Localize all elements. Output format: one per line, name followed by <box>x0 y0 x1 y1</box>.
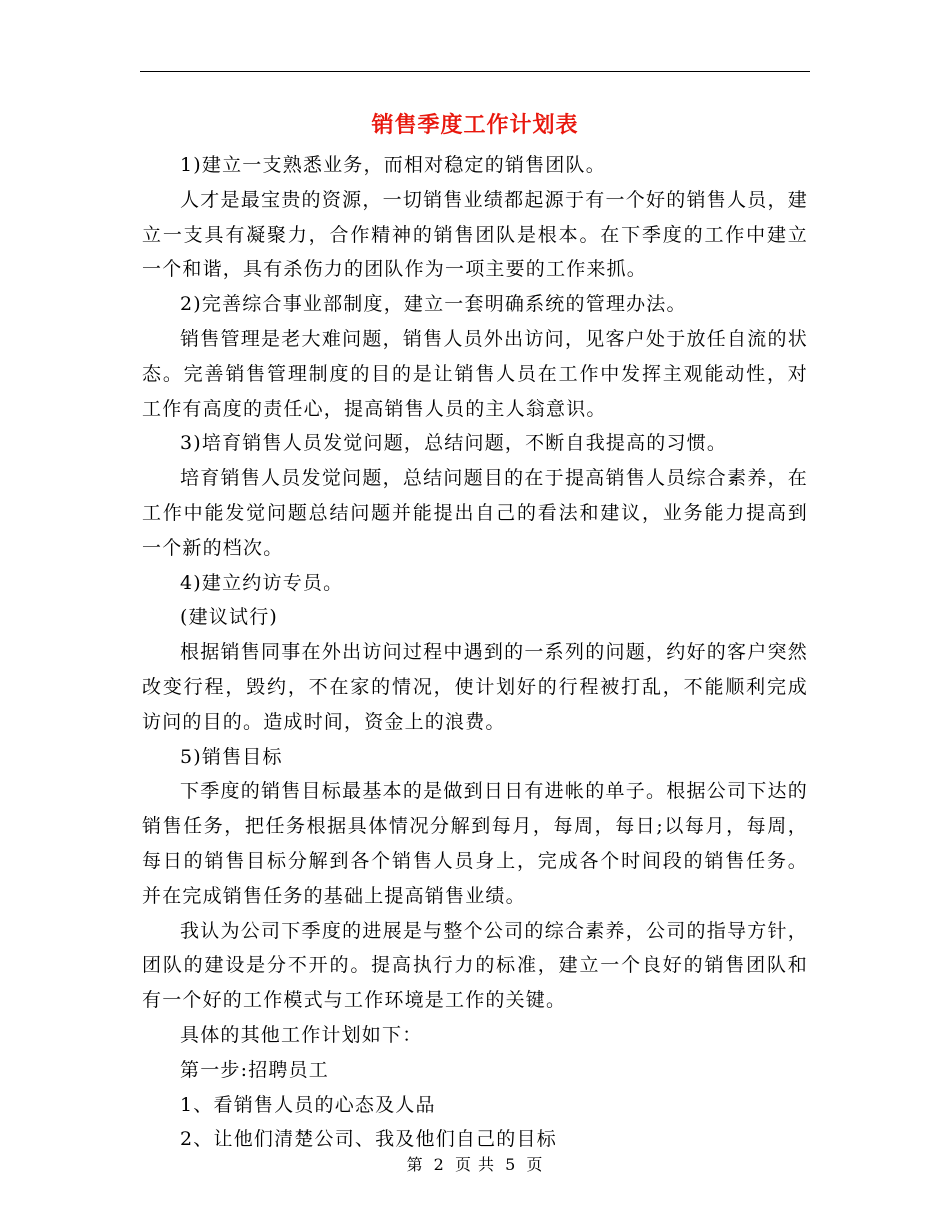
paragraph: 人才是最宝贵的资源，一切销售业绩都起源于有一个好的销售人员，建立一支具有凝聚力，合作精神的销售团队是根本。在下季度的工作中建立一个和谐，具有杀伤力的团队作为一项主要的工作来抓。 <box>142 188 808 281</box>
paragraph: 2)完善综合事业部制度，建立一套明确系统的管理办法。 <box>180 293 687 316</box>
paragraph: 销售管理是老大难问题，销售人员外出访问，见客户处于放任自流的状态。完善销售管理制度的目的是让销售人员在工作中发挥主观能动性，对工作有高度的责任心，提高销售人员的主人翁意识。 <box>142 327 808 420</box>
paragraph: 3)培育销售人员发觉问题，总结问题，不断自我提高的习惯。 <box>180 432 728 455</box>
paragraph: 我认为公司下季度的进展是与整个公司的综合素养，公司的指导方针，团队的建设是分不开的。提高执行力的标准，建立一个良好的销售团队和有一个好的工作模式与工作环境是工作的关键。 <box>142 919 808 1012</box>
current-page-number: 2 <box>433 1155 445 1174</box>
paragraph: 第一步:招聘员工 <box>180 1058 330 1081</box>
paragraph: 1、看销售人员的心态及人品 <box>180 1093 436 1116</box>
paragraph: (建议试行) <box>180 606 279 629</box>
page-label-suffix: 页 <box>526 1155 544 1174</box>
paragraph: 1)建立一支熟悉业务，而相对稳定的销售团队。 <box>180 154 606 176</box>
paragraph: 具体的其他工作计划如下： <box>180 1023 423 1046</box>
paragraph: 根据销售同事在外出访问过程中遇到的一系列的问题，约好的客户突然改变行程，毁约，不在家的情况，使计划好的行程被打乱，不能顺利完成访问的目的。造成时间，资金上的浪费。 <box>142 641 808 733</box>
total-pages-number: 5 <box>505 1155 517 1174</box>
header-rule <box>140 71 810 72</box>
paragraph: 5)销售目标 <box>180 745 283 768</box>
paragraph: 2、让他们清楚公司、我及他们自己的目标 <box>180 1128 557 1151</box>
paragraph: 4)建立约访专员。 <box>180 571 344 594</box>
paragraph: 下季度的销售目标最基本的是做到日日有进帐的单子。根据公司下达的销售任务，把任务根据具体情况分解到每月，每周，每日;以每月，每周，每日的销售目标分解到各个销售人员身上，完成各个时间段的销售任务。并在完成销售任务的基础上提高销售业绩。 <box>142 780 808 907</box>
document-body <box>142 148 808 1157</box>
page-label-mid: 页 共 <box>454 1155 496 1174</box>
paragraph: 培育销售人员发觉问题，总结问题目的在于提高销售人员综合素养，在工作中能发觉问题总结问题并能提出自己的看法和建议，业务能力提高到一个新的档次。 <box>142 467 808 559</box>
document-title: 销售季度工作计划表 <box>371 112 579 138</box>
page-label-prefix: 第 <box>406 1155 424 1174</box>
page-footer <box>140 1153 810 1177</box>
